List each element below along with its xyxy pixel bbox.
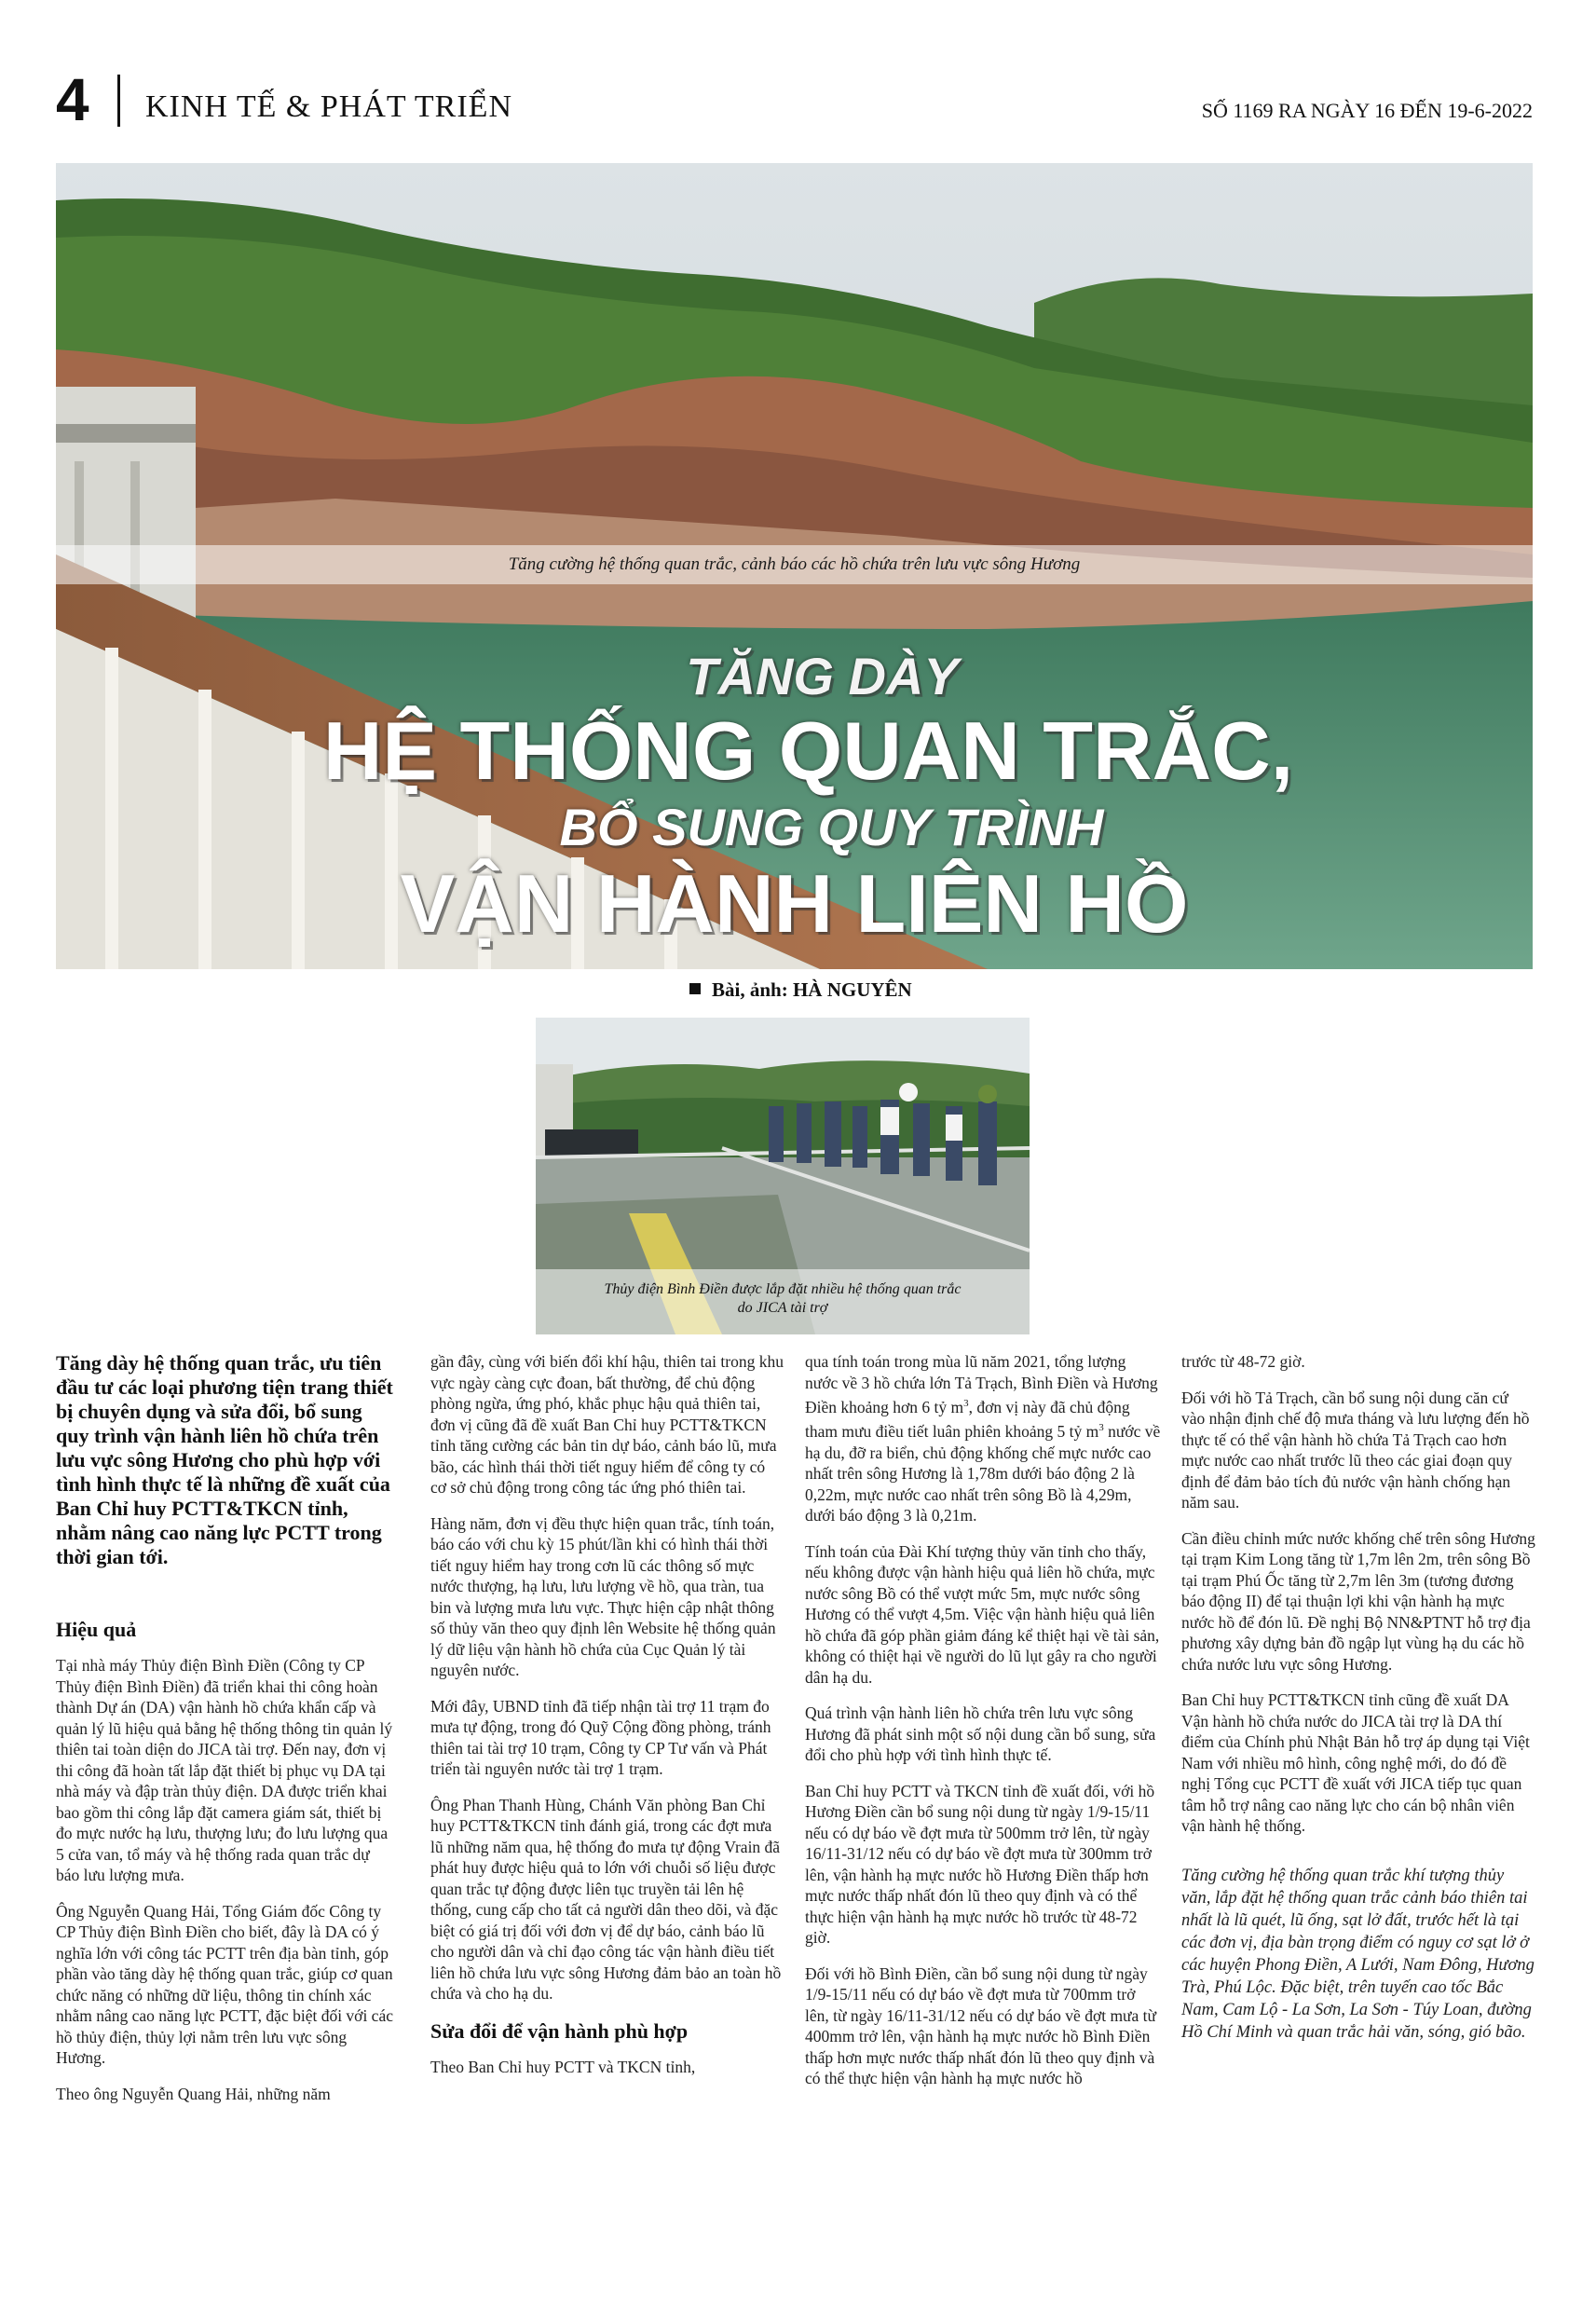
paragraph: Đối với hồ Tả Trạch, cần bổ sung nội dung căn cứ vào nhận định chế độ mưa tháng và lưu lượng đến hồ thực tế có thể vận hành hồ chứa Tả Trạch cao hơn mực nước cao nhất trước lũ theo các giai đoạn quy định để đảm bảo tích đủ nước vận hành chống hạn năm sau. [1181,1388,1530,1512]
subhead-hieu-qua: Hiệu quả [56,1618,137,1641]
section-name: KINH TẾ & PHÁT TRIỂN [145,89,512,124]
text-run: , đơn vị này đã chủ động tham mưu điều tiết luân phiên khoảng 5 tỷ m [805,1397,1130,1442]
inset-caption-line-2: do JICA tài trợ [737,1300,828,1316]
byline [689,978,912,1002]
byline-label: Bài, ảnh: [712,978,788,1001]
superscript: 3 [963,1398,969,1409]
headline [56,648,1533,950]
inset-caption [536,1280,1030,1318]
paragraph: Quá trình vận hành liên hồ chứa trên lưu vực sông Hương đã phát sinh một số nội dung cần bổ sung, sửa đổi cho phù hợp với tình hình thực tế. [805,1703,1156,1765]
paragraph [805,1351,1162,1526]
paragraph: Tính toán của Đài Khí tượng thủy văn tỉnh cho thấy, nếu không được vận hành hiệu quả liên hồ chứa, mực nước sông Bồ có thể vượt mức 5m, mực nước sông Hương có thể vượt 4,5m. Việc vận hành hiệu quả liên hồ chứa đã góp phần giảm đáng kể thiệt hại về tài sản, không có thiệt hại về người do lũ lụt gây ra cho người dân hạ du. [805,1541,1160,1687]
paragraph: Hàng năm, đơn vị đều thực hiện quan trắc, tính toán, báo cáo với chu kỳ 15 phút/lần khi có hình thái thời tiết nguy hiểm hay trong cơn lũ các thông số mực nước thượng, hạ lưu, lưu lượng về hồ, qua tràn, tua bin và lượng mưa lưu vực. Thực hiện cập nhật thông số thủy văn theo quy định lên Website hệ thống quản lý dữ liệu vận hành hồ chứa của Cục Quản lý tài nguyên nước. [430,1513,776,1679]
article-column-3 [805,1351,1162,2104]
text-run: nước về hạ du, đỡ ra biển, chủ động khống chế mực nước cao nhất trên sông Hương là 1,78m dưới báo động 2 là 0,22m, mực nước cao nhất trên sông Bồ là 4,29m, dưới báo động 3 là 0,21m. [805,1422,1161,1525]
paragraph: Mới đây, UBND tỉnh đã tiếp nhận tài trợ 11 trạm đo mưa tự động, trong đó Quỹ Cộng đồng phòng, tránh thiên tai tài trợ 10 trạm, Công ty CP Tư vấn và Phát triển tài nguyên nước tài trợ 1 trạm. [430,1696,771,1778]
paragraph: Ban Chỉ huy PCTT&TKCN tỉnh cũng đề xuất DA Vận hành hồ chứa nước do JICA tài trợ là DA thí điểm của Chính phủ Nhật Bản hỗ trợ áp dụng tại Việt Nam với nhiều mô hình, công nghệ mới, do đó đề nghị Tổng cục PCTT đề xuất với JICA tiếp tục quan tâm hỗ trợ nâng cao năng lực cho cán bộ nhân viên vận hành hệ thống. [1181,1690,1530,1835]
paragraph: Cần điều chỉnh mức nước khống chế trên sông Hương tại trạm Kim Long tăng từ 1,7m lên 2m, trên sông Bồ tại trạm Phú Ốc tăng từ 2,7m lên 3m (tương đương báo động II) để tại thuận lợi khi vận hành hạ mực nước hồ để đón lũ. Đề nghị Bộ NN&PTNT hỗ trợ địa phương xây dựng bản đồ ngập lụt vùng hạ du các hồ chứa nước lưu vực sông Hương. [1181,1528,1535,1674]
italic-sidebar-note: Tăng cường hệ thống quan trắc khí tượng thủy văn, lắp đặt hệ thống quan trắc cảnh báo thiên tai nhất là lũ quét, lũ ống, sạt lở đất, trước hết là tại các đơn vị, địa bàn trọng điểm có nguy cơ sạt lở ở các huyện Phong Điền, A Lưới, Nam Đông, Hương Trà, Phú Lộc. Đặc biệt, trên tuyến cao tốc Bắc Nam, Cam Lộ - La Sơn, La Sơn - Túy Loan, đường Hồ Chí Minh và quan trắc hải văn, sóng, gió bão. [1181,1866,1535,2042]
hero-photo [56,163,1533,969]
paragraph: Ban Chỉ huy PCTT và TKCN tỉnh đề xuất đối, với hồ Hương Điền cần bổ sung nội dung từ ngày 1/9-15/11 nếu có dự báo về đợt mưa từ 500mm trở lên, từ ngày 16/11-31/12 nếu có dự báo về đợt mưa từ 300mm trở lên, vận hành hạ mực nước hồ Hương Điền thấp hơn mực nước thấp nhất đón lũ theo quy định và có thể thực hiện vận hành hạ mực nước hồ trước từ 48-72 giờ. [805,1781,1155,1948]
article-lead: Tăng dày hệ thống quan trắc, ưu tiên đầu tư các loại phương tiện trang thiết bị chuyên dụng và sửa đổi, bổ sung quy trình vận hành liên hồ chứa trên lưu vực sông Hương cho phù hợp với tình hình thực tế là những đề xuất của Ban Chỉ huy PCTT&TKCN tỉnh, nhằm nâng cao năng lực PCTT trong thời gian tới. [56,1351,393,1568]
paragraph: Tại nhà máy Thủy điện Bình Điền (Công ty CP Thủy điện Bình Điền) đã triển khai thi công hoàn thành Dự án (DA) vận hành hồ chứa khẩn cấp và quản lý lũ hiệu quả bằng hệ thống thông tin quản lý thiên tai toàn diện do JICA tài trợ. Đến nay, đơn vị thi công đã hoàn tất lắp đặt thiết bị phục vụ DA tại nhà máy và đập tràn thủy điện. DA được triển khai bao gồm thi công lắp đặt camera giám sát, thiết bị đo mực nước hạ lưu, thượng lưu; đo lưu lượng qua 5 cửa van, tổ máy và hệ thống rada quan trắc dự báo lưu lượng mưa. [56,1656,393,1884]
paragraph: Ông Phan Thanh Hùng, Chánh Văn phòng Ban Chỉ huy PCTT&TKCN tỉnh đánh giá, trong các đợt mưa lũ những năm qua, hệ thống đo mưa tự động Vrain đã phát huy được hiệu quả to lớn với chuỗi số liệu được quan trắc tự động được liên tục truyền tải lên hệ thống, cung cấp cho tất cả người dân theo dõi, và đặc biệt có giá trị đối với đơn vị để dự báo, cảnh báo lũ cho người dân và chỉ đạo công tác vận hành điều tiết liên hồ chứa lưu vực sông Hương đảm bảo an toàn hồ chứa và cho hạ du. [430,1795,782,2003]
page-number: 4 [56,66,89,133]
square-bullet-icon [689,983,701,994]
subhead-sua-doi: Sửa đổi để vận hành phù hợp [430,2018,689,2043]
paragraph: Theo Ban Chỉ huy PCTT và TKCN tỉnh, [430,2057,696,2076]
paragraph: Theo ông Nguyễn Quang Hải, những năm [56,2084,331,2103]
headline-line-3: BỔ SUNG QUY TRÌNH [559,798,1104,856]
headline-line-1: TĂNG DÀY [686,647,959,705]
article-column-1 [56,1351,397,2119]
byline-author: HÀ NGUYÊN [792,978,912,1001]
page-header [56,67,1533,132]
headline-line-2: HỆ THỐNG QUAN TRẮC, [322,705,1294,797]
text-run: qua tính toán trong mùa lũ năm 2021, tổng lượng nước về 3 hồ chứa lớn Tả Trạch, Bình Điền và Hương Điền khoảng hơn 6 tỷ m [805,1352,1158,1416]
inset-photo [536,1018,1030,1334]
paragraph: Đối với hồ Bình Điền, cần bổ sung nội dung từ ngày 1/9-15/11 nếu có dự báo về đợt mưa từ 700mm trở lên, từ ngày 16/11-31/12 nếu có dự báo về đợt mưa từ 400mm trở lên, vận hành hạ mực nước hồ Bình Điền thấp hơn mực nước thấp nhất đón lũ theo quy định và có thể thực hiện vận hành hạ mực nước hồ [805,1963,1157,2088]
article-column-4 [1181,1351,1535,2059]
header-divider [117,75,120,127]
paragraph: trước từ 48-72 giờ. [1181,1352,1305,1371]
paragraph: Ông Nguyễn Quang Hải, Tổng Giám đốc Công ty CP Thủy điện Bình Điền cho biết, đây là DA có ý nghĩa lớn với công tác PCTT trên địa bàn tỉnh, góp phần vào tăng dày hệ thống quan trắc, giúp cơ quan chức năng có những dữ liệu, thông tin chính xác nhằm nâng cao năng lực PCTT, đặc biệt đối với các hồ thủy điện, thủy lợi nằm trên lưu vực sông Hương. [56,1901,393,2067]
headline-line-4: VẬN HÀNH LIÊN HỒ [400,857,1189,950]
paragraph: gần đây, cùng với biến đổi khí hậu, thiên tai trong khu vực ngày càng cực đoan, bất thường, để chủ động phòng ngừa, ứng phó, khắc phục hậu quả thiên tai, đơn vị cũng đã đề xuất Ban Chỉ huy PCTT&TKCN tỉnh tăng cường các bản tin dự báo, cảnh báo lũ, mưa bão, các hình thái thời tiết nguy hiểm để công ty có cơ sở chủ động trong công tác ứng phó thiên tai. [430,1352,784,1497]
superscript: 3 [1098,1422,1104,1434]
article-column-2 [430,1351,784,2092]
issue-info: SỐ 1169 RA NGÀY 16 ĐẾN 19-6-2022 [1201,99,1533,122]
hero-caption: Tăng cường hệ thống quan trắc, cảnh báo các hồ chứa trên lưu vực sông Hương [508,554,1081,574]
inset-caption-line-1: Thủy điện Bình Điền được lắp đặt nhiều hệ thống quan trắc [604,1281,962,1297]
